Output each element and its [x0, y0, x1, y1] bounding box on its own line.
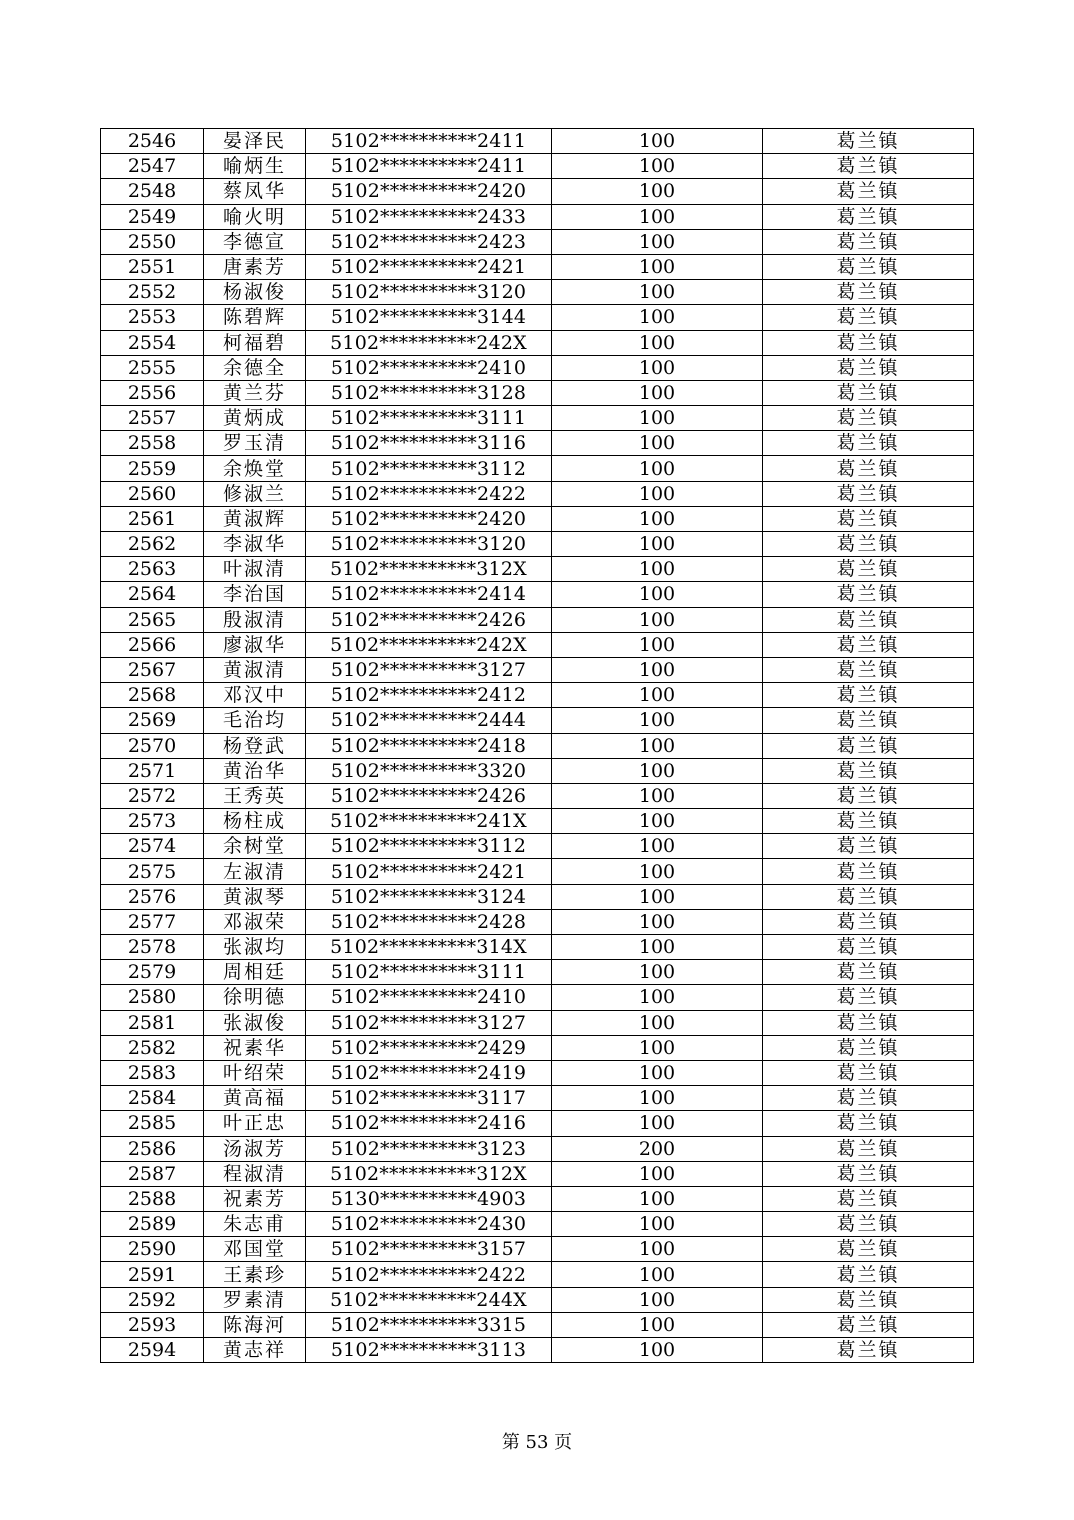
amount-cell: 100: [552, 758, 763, 783]
table-row: [101, 280, 974, 305]
town-cell: 葛兰镇: [763, 154, 974, 179]
id-number-cell: 5102**********3120: [306, 532, 552, 557]
id-number-cell: 5102**********312X: [306, 1161, 552, 1186]
table-row: [101, 1212, 974, 1237]
name-cell: 叶正忠: [204, 1111, 306, 1136]
amount-cell: 100: [552, 179, 763, 204]
row-number-cell: 2579: [101, 960, 204, 985]
amount-cell: 100: [552, 532, 763, 557]
amount-cell: 100: [552, 1111, 763, 1136]
table-row: [101, 1136, 974, 1161]
name-cell: 程淑清: [204, 1161, 306, 1186]
table-row: [101, 154, 974, 179]
id-number-cell: 5102**********3320: [306, 758, 552, 783]
row-number-cell: 2551: [101, 254, 204, 279]
id-number-cell: 5102**********3116: [306, 431, 552, 456]
amount-cell: 100: [552, 1010, 763, 1035]
id-number-cell: 5102**********2430: [306, 1212, 552, 1237]
id-number-cell: 5130**********4903: [306, 1186, 552, 1211]
amount-cell: 100: [552, 129, 763, 154]
town-cell: 葛兰镇: [763, 1035, 974, 1060]
id-number-cell: 5102**********3111: [306, 406, 552, 431]
amount-cell: 100: [552, 1086, 763, 1111]
id-number-cell: 5102**********3157: [306, 1237, 552, 1262]
id-number-cell: 5102**********3127: [306, 657, 552, 682]
name-cell: 徐明德: [204, 985, 306, 1010]
table-row: [101, 884, 974, 909]
town-cell: 葛兰镇: [763, 506, 974, 531]
amount-cell: 100: [552, 884, 763, 909]
table-row: [101, 557, 974, 582]
amount-cell: 100: [552, 607, 763, 632]
amount-cell: 100: [552, 909, 763, 934]
town-cell: 葛兰镇: [763, 834, 974, 859]
id-number-cell: 5102**********2422: [306, 1262, 552, 1287]
name-cell: 叶淑清: [204, 557, 306, 582]
id-number-cell: 5102**********2412: [306, 683, 552, 708]
row-number-cell: 2559: [101, 456, 204, 481]
table-row: [101, 1060, 974, 1085]
row-number-cell: 2573: [101, 809, 204, 834]
town-cell: 葛兰镇: [763, 431, 974, 456]
name-cell: 罗素清: [204, 1287, 306, 1312]
name-cell: 叶绍荣: [204, 1060, 306, 1085]
id-number-cell: 5102**********2419: [306, 1060, 552, 1085]
name-cell: 黄高福: [204, 1086, 306, 1111]
amount-cell: 100: [552, 935, 763, 960]
amount-cell: 100: [552, 960, 763, 985]
table-row: [101, 129, 974, 154]
town-cell: 葛兰镇: [763, 406, 974, 431]
name-cell: 李德宣: [204, 229, 306, 254]
row-number-cell: 2585: [101, 1111, 204, 1136]
town-cell: 葛兰镇: [763, 280, 974, 305]
town-cell: 葛兰镇: [763, 859, 974, 884]
town-cell: 葛兰镇: [763, 305, 974, 330]
town-cell: 葛兰镇: [763, 355, 974, 380]
row-number-cell: 2555: [101, 355, 204, 380]
name-cell: 王素珍: [204, 1262, 306, 1287]
table-row: [101, 607, 974, 632]
row-number-cell: 2589: [101, 1212, 204, 1237]
town-cell: 葛兰镇: [763, 380, 974, 405]
amount-cell: 100: [552, 1312, 763, 1337]
row-number-cell: 2584: [101, 1086, 204, 1111]
table-row: [101, 683, 974, 708]
name-cell: 祝素芳: [204, 1186, 306, 1211]
row-number-cell: 2561: [101, 506, 204, 531]
id-number-cell: 5102**********3112: [306, 834, 552, 859]
amount-cell: 100: [552, 204, 763, 229]
amount-cell: 100: [552, 1035, 763, 1060]
row-number-cell: 2571: [101, 758, 204, 783]
row-number-cell: 2578: [101, 935, 204, 960]
id-number-cell: 5102**********3117: [306, 1086, 552, 1111]
town-cell: 葛兰镇: [763, 1312, 974, 1337]
row-number-cell: 2557: [101, 406, 204, 431]
name-cell: 余焕堂: [204, 456, 306, 481]
town-cell: 葛兰镇: [763, 532, 974, 557]
id-number-cell: 5102**********3128: [306, 380, 552, 405]
name-cell: 陈碧辉: [204, 305, 306, 330]
id-number-cell: 5102**********2433: [306, 204, 552, 229]
amount-cell: 100: [552, 834, 763, 859]
table-row: [101, 1111, 974, 1136]
town-cell: 葛兰镇: [763, 456, 974, 481]
id-number-cell: 5102**********314X: [306, 935, 552, 960]
table-row: [101, 1287, 974, 1312]
row-number-cell: 2594: [101, 1338, 204, 1363]
town-cell: 葛兰镇: [763, 1010, 974, 1035]
amount-cell: 100: [552, 1186, 763, 1211]
id-number-cell: 5102**********2426: [306, 607, 552, 632]
town-cell: 葛兰镇: [763, 783, 974, 808]
row-number-cell: 2553: [101, 305, 204, 330]
id-number-cell: 5102**********2428: [306, 909, 552, 934]
row-number-cell: 2554: [101, 330, 204, 355]
id-number-cell: 5102**********2418: [306, 733, 552, 758]
town-cell: 葛兰镇: [763, 733, 974, 758]
amount-cell: 100: [552, 683, 763, 708]
town-cell: 葛兰镇: [763, 204, 974, 229]
table-row: [101, 1086, 974, 1111]
row-number-cell: 2550: [101, 229, 204, 254]
recipient-table-body: [101, 129, 974, 1363]
table-row: [101, 481, 974, 506]
id-number-cell: 5102**********242X: [306, 632, 552, 657]
amount-cell: 100: [552, 632, 763, 657]
amount-cell: 100: [552, 809, 763, 834]
town-cell: 葛兰镇: [763, 179, 974, 204]
name-cell: 李治国: [204, 582, 306, 607]
row-number-cell: 2560: [101, 481, 204, 506]
amount-cell: 100: [552, 254, 763, 279]
town-cell: 葛兰镇: [763, 935, 974, 960]
town-cell: 葛兰镇: [763, 758, 974, 783]
amount-cell: 100: [552, 406, 763, 431]
amount-cell: 100: [552, 355, 763, 380]
amount-cell: 100: [552, 783, 763, 808]
town-cell: 葛兰镇: [763, 1212, 974, 1237]
name-cell: 朱志甫: [204, 1212, 306, 1237]
table-row: [101, 330, 974, 355]
row-number-cell: 2569: [101, 708, 204, 733]
name-cell: 毛治均: [204, 708, 306, 733]
amount-cell: 100: [552, 1060, 763, 1085]
name-cell: 喻火明: [204, 204, 306, 229]
row-number-cell: 2572: [101, 783, 204, 808]
town-cell: 葛兰镇: [763, 683, 974, 708]
amount-cell: 100: [552, 657, 763, 682]
town-cell: 葛兰镇: [763, 909, 974, 934]
name-cell: 余树堂: [204, 834, 306, 859]
id-number-cell: 5102**********3123: [306, 1136, 552, 1161]
name-cell: 杨淑俊: [204, 280, 306, 305]
town-cell: 葛兰镇: [763, 632, 974, 657]
recipient-table: [100, 128, 974, 1363]
table-row: [101, 758, 974, 783]
name-cell: 左淑清: [204, 859, 306, 884]
table-row: [101, 834, 974, 859]
table-row: [101, 456, 974, 481]
amount-cell: 100: [552, 582, 763, 607]
id-number-cell: 5102**********244X: [306, 1287, 552, 1312]
town-cell: 葛兰镇: [763, 985, 974, 1010]
row-number-cell: 2575: [101, 859, 204, 884]
row-number-cell: 2564: [101, 582, 204, 607]
id-number-cell: 5102**********2411: [306, 154, 552, 179]
town-cell: 葛兰镇: [763, 129, 974, 154]
row-number-cell: 2565: [101, 607, 204, 632]
town-cell: 葛兰镇: [763, 582, 974, 607]
amount-cell: 100: [552, 985, 763, 1010]
id-number-cell: 5102**********2423: [306, 229, 552, 254]
amount-cell: 100: [552, 280, 763, 305]
amount-cell: 100: [552, 1212, 763, 1237]
row-number-cell: 2547: [101, 154, 204, 179]
amount-cell: 100: [552, 229, 763, 254]
table-row: [101, 1237, 974, 1262]
name-cell: 邓国堂: [204, 1237, 306, 1262]
table-row: [101, 406, 974, 431]
table-row: [101, 355, 974, 380]
row-number-cell: 2570: [101, 733, 204, 758]
table-row: [101, 305, 974, 330]
table-row: [101, 229, 974, 254]
table-row: [101, 859, 974, 884]
amount-cell: 100: [552, 1161, 763, 1186]
amount-cell: 100: [552, 1287, 763, 1312]
row-number-cell: 2562: [101, 532, 204, 557]
amount-cell: 100: [552, 330, 763, 355]
table-row: [101, 506, 974, 531]
table-row: [101, 1262, 974, 1287]
row-number-cell: 2552: [101, 280, 204, 305]
id-number-cell: 5102**********2410: [306, 355, 552, 380]
name-cell: 唐素芳: [204, 254, 306, 279]
page-number: 第 53 页: [501, 1432, 573, 1453]
row-number-cell: 2558: [101, 431, 204, 456]
name-cell: 邓淑荣: [204, 909, 306, 934]
name-cell: 黄治华: [204, 758, 306, 783]
table-row: [101, 179, 974, 204]
town-cell: 葛兰镇: [763, 607, 974, 632]
row-number-cell: 2568: [101, 683, 204, 708]
name-cell: 张淑俊: [204, 1010, 306, 1035]
row-number-cell: 2563: [101, 557, 204, 582]
name-cell: 黄淑清: [204, 657, 306, 682]
row-number-cell: 2546: [101, 129, 204, 154]
amount-cell: 100: [552, 859, 763, 884]
table-row: [101, 204, 974, 229]
name-cell: 喻炳生: [204, 154, 306, 179]
id-number-cell: 5102**********242X: [306, 330, 552, 355]
name-cell: 李淑华: [204, 532, 306, 557]
name-cell: 修淑兰: [204, 481, 306, 506]
town-cell: 葛兰镇: [763, 1287, 974, 1312]
name-cell: 殷淑清: [204, 607, 306, 632]
town-cell: 葛兰镇: [763, 809, 974, 834]
amount-cell: 100: [552, 154, 763, 179]
row-number-cell: 2548: [101, 179, 204, 204]
table-row: [101, 1338, 974, 1363]
name-cell: 余德全: [204, 355, 306, 380]
town-cell: 葛兰镇: [763, 229, 974, 254]
table-row: [101, 254, 974, 279]
id-number-cell: 5102**********2421: [306, 254, 552, 279]
row-number-cell: 2566: [101, 632, 204, 657]
id-number-cell: 5102**********2426: [306, 783, 552, 808]
id-number-cell: 5102**********3124: [306, 884, 552, 909]
id-number-cell: 5102**********2420: [306, 506, 552, 531]
amount-cell: 100: [552, 557, 763, 582]
id-number-cell: 5102**********3112: [306, 456, 552, 481]
town-cell: 葛兰镇: [763, 1161, 974, 1186]
table-row: [101, 708, 974, 733]
town-cell: 葛兰镇: [763, 1237, 974, 1262]
table-row: [101, 960, 974, 985]
amount-cell: 100: [552, 708, 763, 733]
town-cell: 葛兰镇: [763, 1186, 974, 1211]
name-cell: 黄淑琴: [204, 884, 306, 909]
row-number-cell: 2576: [101, 884, 204, 909]
town-cell: 葛兰镇: [763, 1111, 974, 1136]
table-row: [101, 1186, 974, 1211]
amount-cell: 100: [552, 456, 763, 481]
id-number-cell: 5102**********2444: [306, 708, 552, 733]
table-row: [101, 1161, 974, 1186]
town-cell: 葛兰镇: [763, 1338, 974, 1363]
amount-cell: 100: [552, 733, 763, 758]
table-row: [101, 1312, 974, 1337]
amount-cell: 100: [552, 1262, 763, 1287]
row-number-cell: 2591: [101, 1262, 204, 1287]
name-cell: 黄兰芬: [204, 380, 306, 405]
name-cell: 晏泽民: [204, 129, 306, 154]
town-cell: 葛兰镇: [763, 330, 974, 355]
town-cell: 葛兰镇: [763, 1136, 974, 1161]
amount-cell: 100: [552, 305, 763, 330]
id-number-cell: 5102**********3127: [306, 1010, 552, 1035]
town-cell: 葛兰镇: [763, 960, 974, 985]
town-cell: 葛兰镇: [763, 708, 974, 733]
amount-cell: 100: [552, 1237, 763, 1262]
id-number-cell: 5102**********312X: [306, 557, 552, 582]
town-cell: 葛兰镇: [763, 657, 974, 682]
name-cell: 杨登武: [204, 733, 306, 758]
name-cell: 黄淑辉: [204, 506, 306, 531]
id-number-cell: 5102**********241X: [306, 809, 552, 834]
table-row: [101, 582, 974, 607]
amount-cell: 100: [552, 481, 763, 506]
row-number-cell: 2590: [101, 1237, 204, 1262]
id-number-cell: 5102**********2411: [306, 129, 552, 154]
row-number-cell: 2577: [101, 909, 204, 934]
table-row: [101, 380, 974, 405]
name-cell: 王秀英: [204, 783, 306, 808]
row-number-cell: 2580: [101, 985, 204, 1010]
name-cell: 蔡凤华: [204, 179, 306, 204]
id-number-cell: 5102**********2429: [306, 1035, 552, 1060]
table-row: [101, 431, 974, 456]
table-row: [101, 632, 974, 657]
town-cell: 葛兰镇: [763, 1262, 974, 1287]
table-row: [101, 733, 974, 758]
town-cell: 葛兰镇: [763, 481, 974, 506]
amount-cell: 100: [552, 380, 763, 405]
row-number-cell: 2583: [101, 1060, 204, 1085]
row-number-cell: 2582: [101, 1035, 204, 1060]
town-cell: 葛兰镇: [763, 254, 974, 279]
id-number-cell: 5102**********2416: [306, 1111, 552, 1136]
table-row: [101, 909, 974, 934]
town-cell: 葛兰镇: [763, 884, 974, 909]
id-number-cell: 5102**********3120: [306, 280, 552, 305]
name-cell: 黄志祥: [204, 1338, 306, 1363]
table-row: [101, 1035, 974, 1060]
row-number-cell: 2586: [101, 1136, 204, 1161]
id-number-cell: 5102**********2421: [306, 859, 552, 884]
table-row: [101, 1010, 974, 1035]
table-row: [101, 783, 974, 808]
id-number-cell: 5102**********3111: [306, 960, 552, 985]
id-number-cell: 5102**********3144: [306, 305, 552, 330]
row-number-cell: 2587: [101, 1161, 204, 1186]
town-cell: 葛兰镇: [763, 1060, 974, 1085]
row-number-cell: 2549: [101, 204, 204, 229]
table-row: [101, 935, 974, 960]
id-number-cell: 5102**********2420: [306, 179, 552, 204]
name-cell: 汤淑芳: [204, 1136, 306, 1161]
id-number-cell: 5102**********3113: [306, 1338, 552, 1363]
name-cell: 罗玉清: [204, 431, 306, 456]
id-number-cell: 5102**********2414: [306, 582, 552, 607]
table-row: [101, 985, 974, 1010]
id-number-cell: 5102**********3315: [306, 1312, 552, 1337]
name-cell: 祝素华: [204, 1035, 306, 1060]
name-cell: 陈海河: [204, 1312, 306, 1337]
row-number-cell: 2592: [101, 1287, 204, 1312]
name-cell: 廖淑华: [204, 632, 306, 657]
name-cell: 柯福碧: [204, 330, 306, 355]
id-number-cell: 5102**********2410: [306, 985, 552, 1010]
row-number-cell: 2567: [101, 657, 204, 682]
name-cell: 黄炳成: [204, 406, 306, 431]
table-row: [101, 532, 974, 557]
table-row: [101, 657, 974, 682]
row-number-cell: 2556: [101, 380, 204, 405]
name-cell: 张淑均: [204, 935, 306, 960]
id-number-cell: 5102**********2422: [306, 481, 552, 506]
name-cell: 杨柱成: [204, 809, 306, 834]
name-cell: 邓汉中: [204, 683, 306, 708]
row-number-cell: 2588: [101, 1186, 204, 1211]
town-cell: 葛兰镇: [763, 1086, 974, 1111]
row-number-cell: 2593: [101, 1312, 204, 1337]
row-number-cell: 2574: [101, 834, 204, 859]
amount-cell: 100: [552, 506, 763, 531]
town-cell: 葛兰镇: [763, 557, 974, 582]
amount-cell: 200: [552, 1136, 763, 1161]
amount-cell: 100: [552, 1338, 763, 1363]
table-row: [101, 809, 974, 834]
amount-cell: 100: [552, 431, 763, 456]
row-number-cell: 2581: [101, 1010, 204, 1035]
name-cell: 周相廷: [204, 960, 306, 985]
